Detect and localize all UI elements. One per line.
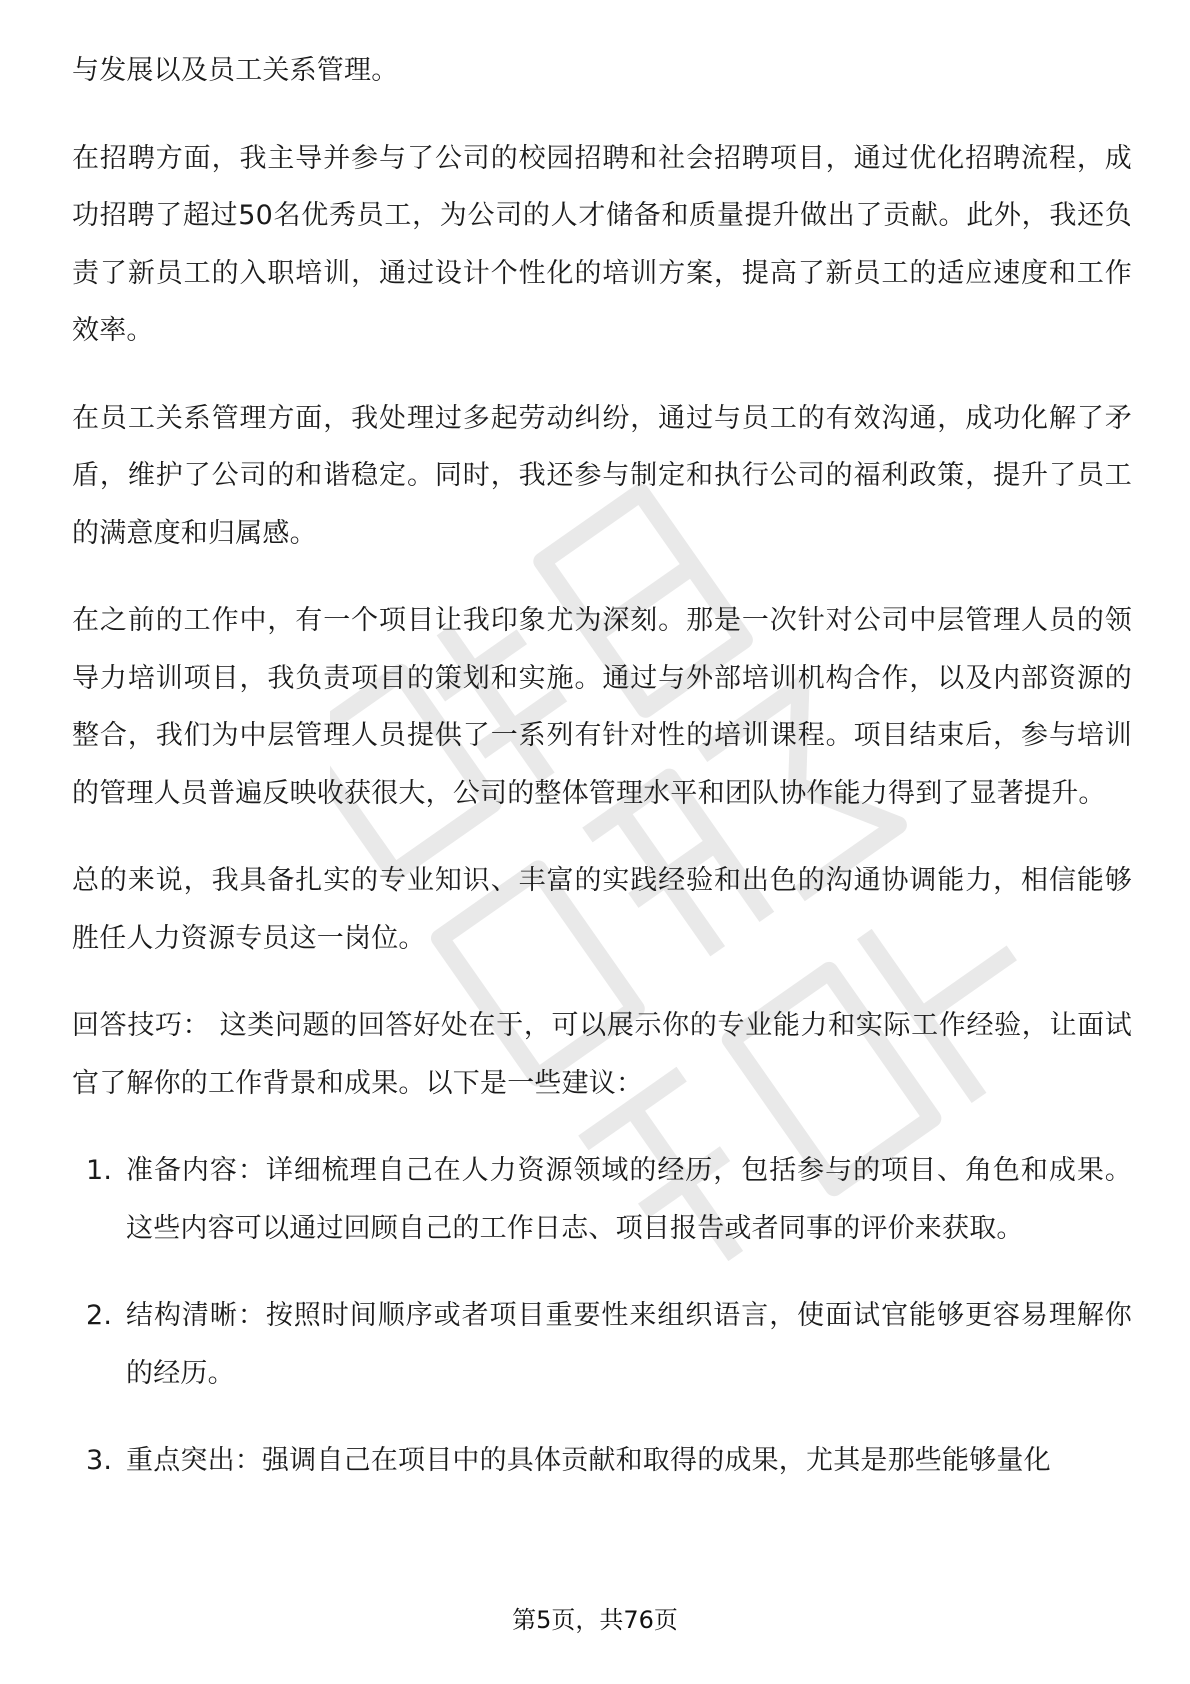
paragraph-intro-tail: 与发展以及员工关系管理。 (72, 55, 399, 86)
list-item-number: 1. (86, 1155, 113, 1186)
paragraph-employee-relations: 在员工关系管理方面，我处理过多起劳动纠纷，通过与员工的有效沟通，成功化解了矛盾，维护了公司的和谐稳定。同时，我还参与制定和执行公司的福利政策，提升了员工的满意度和归属感。 (72, 402, 1132, 549)
tips-list (72, 1142, 1132, 1490)
paragraph-recruitment: 在招聘方面，我主导并参与了公司的校园招聘和社会招聘项目，通过优化招聘流程，成功招聘了超过50名优秀员工，为公司的人才储备和质量提升做出了贡献。此外，我还负责了新员工的入职培训，通过设计个性化的培训方案，提高了新员工的适应速度和工作效率。 (72, 142, 1132, 346)
list-item-number: 2. (86, 1300, 113, 1331)
list-item-text: 准备内容：详细梳理自己在人力资源领域的经历，包括参与的项目、角色和成果。这些内容可以通过回顾自己的工作日志、项目报告或者同事的评价来获取。 (126, 1155, 1132, 1244)
list-item (72, 1432, 1132, 1490)
page-number-footer: 第5页，共76页 (512, 1606, 678, 1634)
list-item-text: 重点突出：强调自己在项目中的具体贡献和取得的成果，尤其是那些能够量化 (126, 1445, 1051, 1476)
paragraph-project: 在之前的工作中，有一个项目让我印象尤为深刻。那是一次针对公司中层管理人员的领导力培训项目，我负责项目的策划和实施。通过与外部培训机构合作，以及内部资源的整合，我们为中层管理人员提供了一系列有针对性的培训课程。项目结束后，参与培训的管理人员普遍反映收获很大，公司的整体管理水平和团队协作能力得到了显著提升。 (72, 605, 1132, 809)
list-item-text: 结构清晰：按照时间顺序或者项目重要性来组织语言，使面试官能够更容易理解你的经历。 (126, 1300, 1132, 1389)
paragraph-answer-tips: 回答技巧： 这类问题的回答好处在于，可以展示你的专业能力和实际工作经验，让面试官了解你的工作背景和成果。以下是一些建议： (72, 1010, 1132, 1099)
list-item (72, 1287, 1132, 1402)
document-body (72, 42, 1132, 1520)
list-item-number: 3. (86, 1445, 113, 1476)
list-item (72, 1142, 1132, 1257)
paragraph-summary: 总的来说，我具备扎实的专业知识、丰富的实践经验和出色的沟通协调能力，相信能够胜任人力资源专员这一岗位。 (72, 865, 1132, 954)
